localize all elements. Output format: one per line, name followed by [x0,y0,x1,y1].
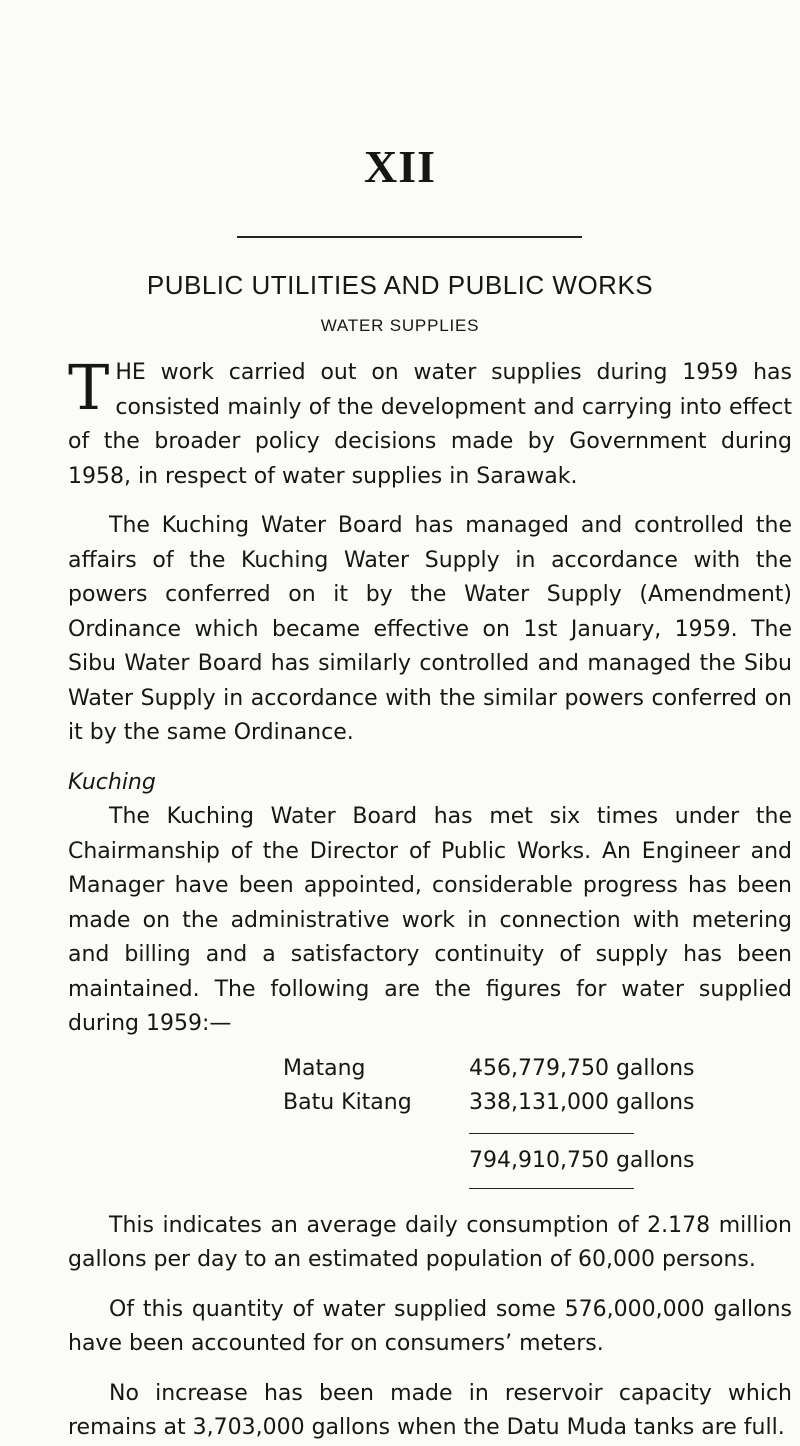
intro-text: HE work carried out on water supplies during 1959 has consisted mainly of the development and carrying into effect of the broader policy decisions made by Government during 1958, in respect of water supplies in Sarawak. [68,360,792,489]
total-amount: 794,910,750 gallons [469,1147,695,1173]
body-text [68,351,792,1446]
paragraph-consumption: This indicates an average daily consumption of 2.178 million gallons per day to an estimated population of 60,000 persons. [68,1212,792,1272]
source-name: Batu Kitang [283,1090,412,1115]
source-name: Matang [283,1055,366,1081]
section-subheading: WATER SUPPLIES [320,316,480,335]
source-amount: 338,131,000 gallons [469,1090,695,1115]
header-rule [237,236,582,238]
chapter-number: XII [363,141,437,192]
chapter-heading: PUBLIC UTILITIES AND PUBLIC WORKS [146,270,654,300]
table-row [283,1086,703,1121]
source-amount: 456,779,750 gallons [469,1055,695,1081]
total-rule [469,1188,634,1189]
table-row [283,1052,703,1087]
total-row [283,1144,703,1178]
paragraph-water-boards: The Kuching Water Board has managed and controlled the affairs of the Kuching Water Supply in accordance with the powers conferred on it by the Water Supply (Amendment) Ordinance which became effective on 1st January, 1959. The Sibu Water Board has similarly controlled and managed the Sibu Water Supply in accordance with the similar powers conferred on it by the same Ordinance. [68,513,792,745]
paragraph-kuching-board: The Kuching Water Board has met six times under the Chairmanship of the Director of Public Works. An Engineer and Manager have been appointed, considerable progress has been made on the administrative work in connection with metering and billing and a satisfactory continuity of supply has been maintained. The following are the figures for water supplied during 1959:— [68,804,792,1036]
sum-rule [469,1133,634,1134]
section-title-kuching: Kuching [68,769,156,795]
water-supply-table [283,1052,703,1189]
paragraph-reservoir: No increase has been made in reservoir capacity which remains at 3,703,000 gallons when the Datu Muda tanks are full. [68,1380,792,1440]
intro-paragraph [68,351,792,494]
paragraph-meters: Of this quantity of water supplied some 576,000,000 gallons have been accounted for on consumers’ meters. [68,1296,792,1356]
drop-cap: T [68,351,110,424]
